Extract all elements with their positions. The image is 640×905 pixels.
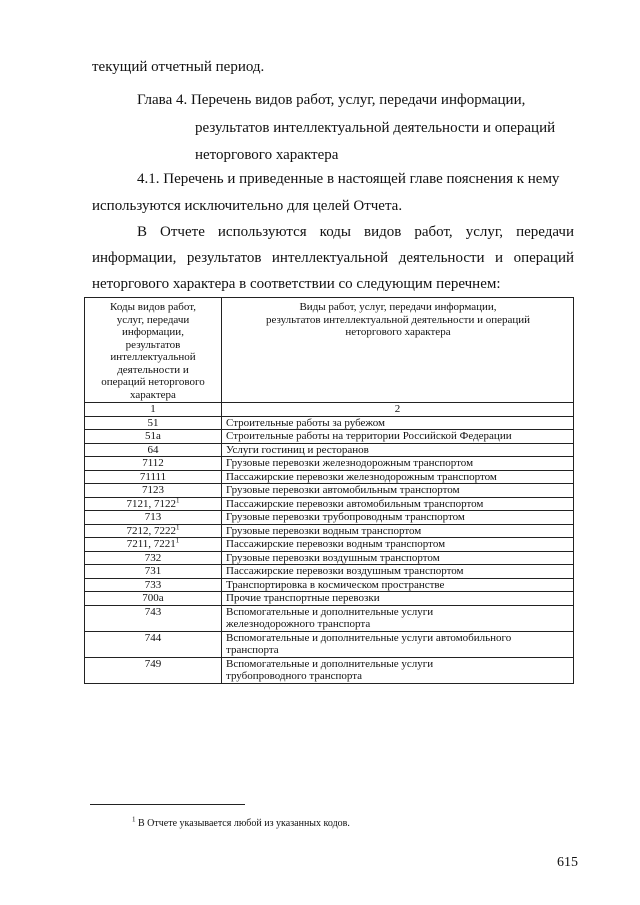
row-name (222, 578, 574, 592)
header-col-codes (85, 298, 222, 403)
footnote-text: В Отчете указывается любой из указанных кодов. (138, 818, 350, 829)
row-name (222, 524, 574, 538)
row-code-text: 731 (144, 565, 162, 577)
row-code (85, 551, 222, 565)
row-code-text: 7123 (142, 484, 164, 496)
row-code-text: 733 (144, 578, 162, 591)
row-code-text: 7121, 7122 (126, 497, 176, 510)
column-number-row (85, 403, 574, 417)
row-code (85, 443, 222, 457)
table-row (85, 497, 574, 511)
row-name-line: Строительные работы на территории Российской Федерации (226, 430, 512, 442)
table-row (85, 457, 574, 471)
row-code (85, 605, 222, 631)
header-col-codes-line: операций неторгового (101, 376, 205, 388)
row-name (222, 511, 574, 525)
row-name (222, 605, 574, 631)
row-code (85, 565, 222, 579)
table-row (85, 592, 574, 606)
row-code-text: 51а (145, 430, 161, 442)
row-code-footnote-mark: 1 (176, 522, 180, 531)
table-row (85, 484, 574, 498)
header-col-types (222, 298, 574, 403)
row-code-footnote-mark: 1 (176, 495, 180, 504)
paragraph-codes-line-1: В Отчете используются коды видов работ, услуг, передачи (137, 224, 574, 240)
header-col-codes-line: характера (130, 388, 176, 401)
row-name-line: Вспомогательные и дополнительные услуги (226, 657, 434, 670)
row-code (85, 578, 222, 592)
column-number-1: 1 (85, 403, 222, 417)
row-code (85, 631, 222, 657)
table-row (85, 443, 574, 457)
page-number: 615 (557, 855, 578, 870)
row-name-line: трубопроводного транспорта (226, 670, 363, 682)
row-code (85, 511, 222, 525)
table-row (85, 565, 574, 579)
row-code (85, 457, 222, 471)
row-name (222, 416, 574, 430)
chapter-heading-line-1: Глава 4. Перечень видов работ, услуг, передачи информации, (137, 92, 526, 108)
paragraph-4-1-line-2: используются исключительно для целей Отчета. (92, 198, 403, 214)
row-name-line: Вспомогательные и дополнительные услуги (226, 605, 434, 618)
row-code (85, 470, 222, 484)
row-name-line: Пассажирские перевозки автомобильным транспортом (226, 497, 484, 510)
row-code-text: 744 (144, 631, 162, 644)
codes-table (84, 297, 574, 684)
row-name (222, 657, 574, 683)
table-row (85, 416, 574, 430)
row-code (85, 497, 222, 511)
intro-tail: текущий отчетный период. (92, 59, 265, 75)
footnote (132, 815, 350, 829)
row-code (85, 416, 222, 430)
row-code-text: 7211, 7221 (126, 538, 176, 550)
header-col-types-line: Виды работ, услуг, передачи информации, (299, 301, 497, 313)
row-name (222, 538, 574, 552)
row-code (85, 592, 222, 606)
table-row (85, 538, 574, 552)
table-row (85, 657, 574, 683)
paragraph-4-1-line-1: 4.1. Перечень и приведенные в настоящей главе пояснения к нему (137, 171, 560, 187)
table-row (85, 470, 574, 484)
row-name-line: транспорта (226, 644, 279, 656)
row-name (222, 430, 574, 444)
paragraph-codes-line-2: информации, результатов интеллектуальной деятельности и операций (92, 250, 574, 266)
header-col-codes-line: услуг, передачи (116, 313, 190, 326)
row-name (222, 631, 574, 657)
row-name (222, 497, 574, 511)
row-code-text: 749 (144, 657, 162, 670)
footnote-separator (90, 804, 245, 805)
header-col-codes-line: результатов (125, 338, 181, 351)
row-code-footnote-mark: 1 (175, 536, 180, 545)
table-row (85, 605, 574, 631)
table-row (85, 511, 574, 525)
row-name-line: Грузовые перевозки воздушным транспортом (226, 551, 440, 564)
row-name-line: Вспомогательные и дополнительные услуги автомобильного (226, 631, 512, 644)
table-header-row (85, 298, 574, 403)
header-col-codes-line: интеллектуальной (110, 351, 196, 363)
row-name-line: Услуги гостиниц и ресторанов (226, 443, 369, 456)
paragraph-codes-line-3: неторгового характера в соответствии со следующим перечнем: (92, 276, 501, 292)
row-code-text: 700а (142, 592, 164, 604)
row-code-text: 51 (147, 416, 159, 429)
row-name (222, 470, 574, 484)
table-row (85, 524, 574, 538)
row-code-text: 713 (144, 511, 162, 523)
codes-table-body (85, 298, 574, 684)
row-name-line: Пассажирские перевозки воздушным транспортом (226, 565, 464, 577)
table-row (85, 430, 574, 444)
row-code-text: 743 (144, 605, 162, 618)
row-code (85, 657, 222, 683)
header-col-codes-line: Коды видов работ, (110, 301, 196, 313)
row-name (222, 457, 574, 471)
row-code-text: 7112 (142, 457, 164, 469)
row-name-line: Строительные работы за рубежом (226, 416, 386, 429)
row-name-line: Пассажирские перевозки железнодорожным транспортом (226, 470, 497, 483)
row-name-line: Грузовые перевозки водным транспортом (226, 524, 422, 537)
row-name-line: Прочие транспортные перевозки (226, 592, 380, 604)
row-code (85, 484, 222, 498)
row-code-text: 64 (147, 443, 159, 456)
table-row (85, 551, 574, 565)
row-name-line: Пассажирские перевозки водным транспортом (226, 538, 446, 550)
row-name-line: Грузовые перевозки трубопроводным транспортом (226, 511, 465, 523)
row-name-line: Грузовые перевозки автомобильным транспортом (226, 484, 460, 496)
table-row (85, 631, 574, 657)
row-code (85, 524, 222, 538)
header-col-types-line: результатов интеллектуальной деятельности и операций (265, 313, 531, 326)
row-name-line: Транспортировка в космическом пространстве (226, 578, 445, 591)
row-code-text: 71111 (139, 470, 167, 483)
table-row (85, 578, 574, 592)
row-code-text: 7212, 7222 (126, 524, 176, 537)
chapter-heading-line-3: неторгового характера (195, 147, 339, 163)
header-col-types-line: неторгового характера (345, 326, 451, 338)
row-name (222, 551, 574, 565)
row-name (222, 565, 574, 579)
chapter-heading-line-2: результатов интеллектуальной деятельности и операций (195, 120, 556, 136)
row-name (222, 592, 574, 606)
row-code-text: 732 (144, 551, 162, 564)
row-name-line: железнодорожного транспорта (226, 618, 371, 630)
row-name (222, 484, 574, 498)
footnote-mark: 1 (132, 815, 136, 824)
row-code (85, 538, 222, 552)
column-number-2: 2 (222, 403, 574, 417)
row-code (85, 430, 222, 444)
header-col-codes-line: деятельности и (117, 363, 189, 376)
header-col-codes-line: информации, (122, 326, 184, 338)
row-name-line: Грузовые перевозки железнодорожным транспортом (226, 457, 474, 469)
row-name (222, 443, 574, 457)
